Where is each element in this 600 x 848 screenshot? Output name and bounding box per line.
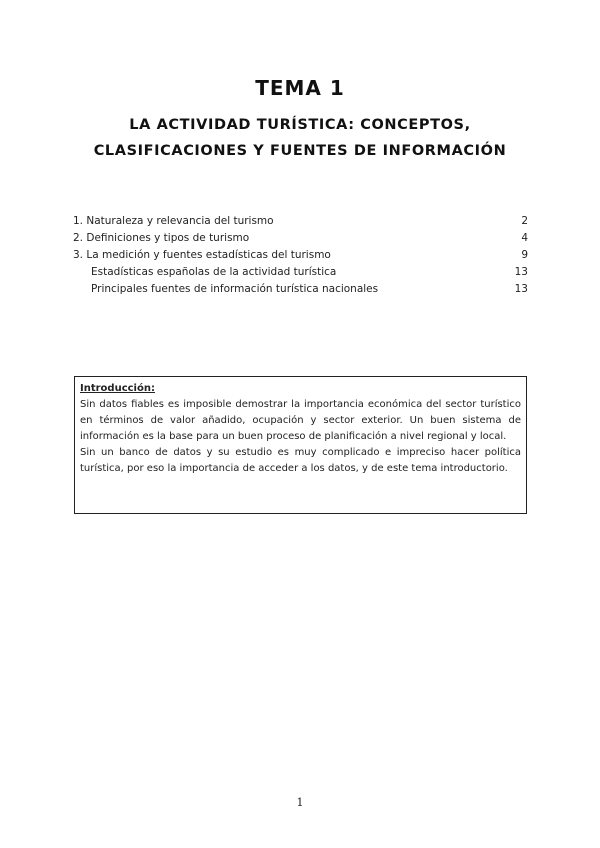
- toc-entry-label: Principales fuentes de información turística nacionales: [91, 283, 379, 295]
- toc-subentry-3-2[interactable]: [73, 281, 528, 298]
- subtitle-line-2: CLASIFICACIONES Y FUENTES DE INFORMACIÓN: [93, 143, 507, 159]
- toc-entry-page: 9: [521, 249, 528, 261]
- toc-entry-label: 1. Naturaleza y relevancia del turismo: [73, 215, 274, 227]
- subtitle-line-1: LA ACTIVIDAD TURÍSTICA: CONCEPTOS,: [129, 117, 471, 133]
- introduction-paragraph-1: Sin datos fiables es imposible demostrar la importancia económica del sector turístico en términos de valor añadido, ocupación y sector exterior. Un buen sistema de información es la base para un buen proceso de planificación a nivel regional y local.: [80, 399, 521, 442]
- toc-entry-label: 3. La medición y fuentes estadísticas del turismo: [73, 249, 331, 261]
- toc-entry-page: 4: [521, 232, 528, 244]
- toc-entry-label: 2. Definiciones y tipos de turismo: [73, 232, 250, 244]
- page-subtitle: [0, 112, 600, 164]
- toc-entry-page: 13: [514, 283, 528, 295]
- page-title: TEMA 1: [255, 76, 345, 100]
- toc-entry-label: Estadísticas españolas de la actividad turística: [91, 266, 337, 278]
- toc-entry-3[interactable]: [73, 247, 528, 264]
- toc-entry-2[interactable]: [73, 230, 528, 247]
- table-of-contents: [73, 213, 528, 298]
- toc-subentry-3-1[interactable]: [73, 264, 528, 281]
- introduction-paragraph-2: Sin un banco de datos y su estudio es muy complicado e impreciso hacer política turística, por eso la importancia de acceder a los datos, y de este tema introductorio.: [80, 447, 521, 474]
- toc-entry-1[interactable]: [73, 213, 528, 230]
- toc-entry-page: 13: [514, 266, 528, 278]
- introduction-heading: Introducción:: [80, 383, 155, 394]
- toc-entry-page: 2: [521, 215, 528, 227]
- page-number: 1: [296, 796, 304, 809]
- introduction-box: [74, 376, 527, 514]
